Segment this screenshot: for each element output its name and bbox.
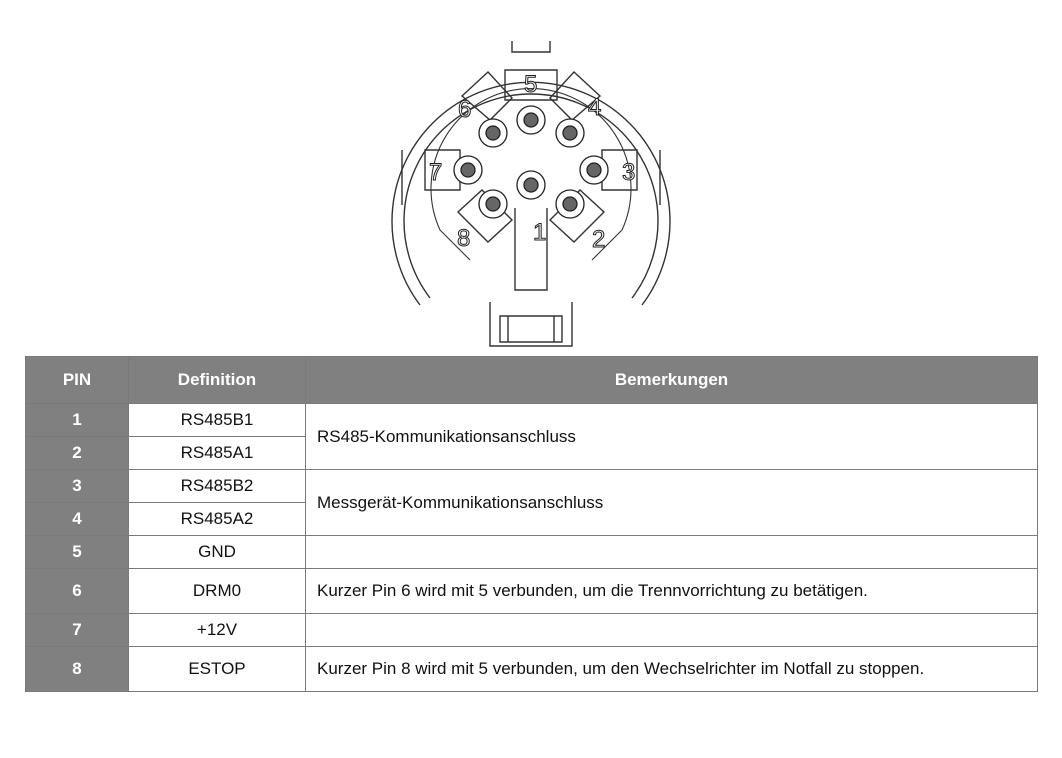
table-row: [26, 470, 1038, 503]
remarks-cell: Messgerät-Kommunikationsanschluss: [306, 470, 1038, 536]
pin-cell: 5: [26, 536, 129, 569]
pin-label-4: 4: [588, 94, 602, 121]
bottom-latch: [490, 302, 572, 346]
table-row: [26, 536, 1038, 569]
pin-cell: 8: [26, 647, 129, 692]
table-row: [26, 614, 1038, 647]
table-row: [26, 404, 1038, 437]
definition-cell: DRM0: [129, 569, 306, 614]
pin-label-7: 7: [429, 159, 443, 186]
pin-label-3: 3: [622, 159, 636, 186]
definition-cell: +12V: [129, 614, 306, 647]
pin-cell: 7: [26, 614, 129, 647]
pin-cell: 4: [26, 503, 129, 536]
remarks-cell: Kurzer Pin 6 wird mit 5 verbunden, um die Trennvorrichtung zu betätigen.: [306, 569, 1038, 614]
pin-label-1: 1: [533, 219, 547, 246]
definition-cell: RS485B1: [129, 404, 306, 437]
table-row: [26, 647, 1038, 692]
pin-label-5: 5: [524, 71, 538, 98]
remarks-cell: [306, 614, 1038, 647]
header-remarks: Bemerkungen: [306, 357, 1038, 404]
remarks-cell: [306, 536, 1038, 569]
definition-cell: RS485A2: [129, 503, 306, 536]
connector-pin-diagram: [380, 35, 680, 350]
table-row: [26, 569, 1038, 614]
pin-definition-table: [25, 356, 1038, 692]
table-header-row: [26, 357, 1038, 404]
pin-label-2: 2: [592, 226, 606, 253]
pin-cell: 3: [26, 470, 129, 503]
header-pin: PIN: [26, 357, 129, 404]
pin-cell: 1: [26, 404, 129, 437]
definition-cell: GND: [129, 536, 306, 569]
pin-label-8: 8: [457, 225, 471, 252]
definition-cell: ESTOP: [129, 647, 306, 692]
pin-cell: 6: [26, 569, 129, 614]
definition-cell: RS485A1: [129, 437, 306, 470]
remarks-cell: RS485-Kommunikationsanschluss: [306, 404, 1038, 470]
pin-label-6: 6: [458, 96, 472, 123]
header-definition: Definition: [129, 357, 306, 404]
remarks-cell: Kurzer Pin 8 wird mit 5 verbunden, um den Wechselrichter im Notfall zu stoppen.: [306, 647, 1038, 692]
top-key: [512, 41, 550, 52]
pin-cell: 2: [26, 437, 129, 470]
definition-cell: RS485B2: [129, 470, 306, 503]
